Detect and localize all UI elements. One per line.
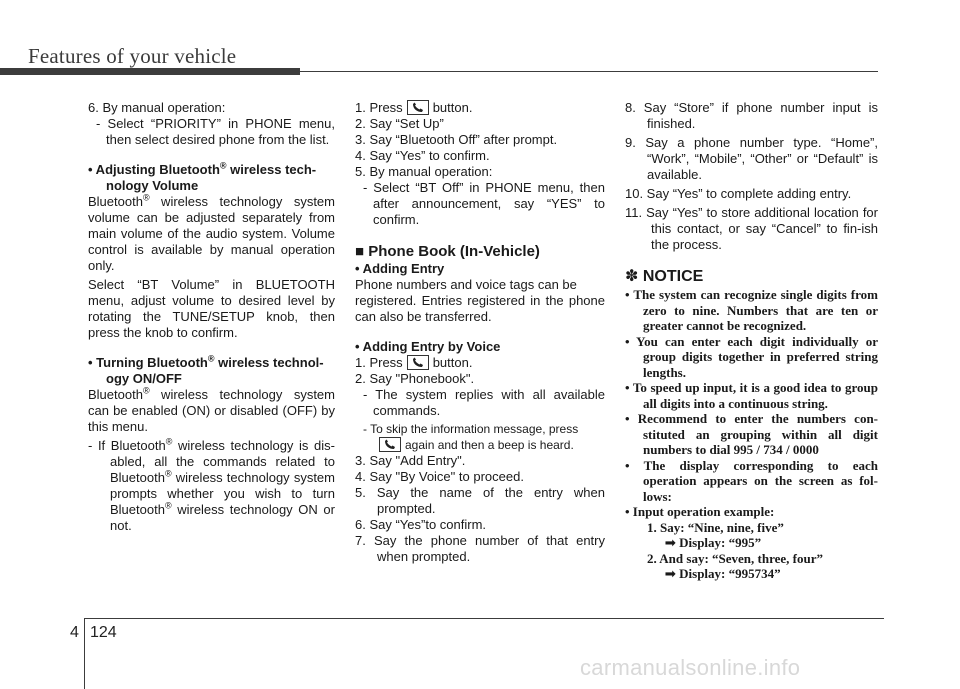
- voice-step-11: 11. Say “Yes” to store additional location for this contact, or say “Cancel” to fin-ish the process.: [625, 205, 878, 252]
- notice-item: • To speed up input, it is a good idea to group all digits into a continuous string.: [625, 380, 878, 411]
- voice-step-2: 2. Say "Phonebook".: [355, 371, 475, 386]
- voice-step-10: 10. Say “Yes” to complete adding entry.: [625, 186, 852, 201]
- volume-paragraph-1: Bluetooth® wireless technology system volume can be adjusted separately from main volume of the audio system. Volume control is available by manual operation only.: [88, 192, 335, 273]
- voice-step-2-sub2: - To skip the information message, press again and then a beep is heard.: [363, 422, 579, 452]
- voice-step-3: 3. Say "Add Entry".: [355, 453, 466, 468]
- column-2: [355, 100, 605, 565]
- adding-entry-p2: registered. Entries registered in the phone can also be transferred.: [355, 293, 605, 324]
- voice-step-8: 8. Say “Store” if phone number input is finished.: [625, 100, 878, 131]
- bt-off-step-4: 4. Say “Yes” to confirm.: [355, 148, 490, 163]
- voice-step-4: 4. Say "By Voice" to proceed.: [355, 469, 524, 484]
- notice-title: ✽ NOTICE: [625, 268, 704, 285]
- bt-off-step-2: 2. Say “Set Up”: [355, 116, 444, 131]
- phone-voice-icon: [407, 355, 429, 370]
- bt-off-step-5-sub: - Select “BT Off” in PHONE menu, then after announcement, say “YES” to confirm.: [363, 180, 605, 227]
- notice-list: [625, 287, 878, 582]
- header-rule: [300, 71, 878, 72]
- phone-voice-icon: [379, 437, 401, 452]
- bt-off-step-1: 1. Press button.: [355, 100, 473, 115]
- volume-paragraph-2: Select “BT Volume” in BLUETOOTH menu, adjust volume to desired level by rotating the TUNE/SETUP knob, then press the knob to confirm.: [88, 277, 335, 340]
- step-6-sub: - Select “PRIORITY” in PHONE menu, then select desired phone from the list.: [96, 116, 335, 147]
- step-6: 6. By manual operation:: [88, 100, 226, 115]
- notice-item: • Input operation example:: [625, 504, 775, 519]
- example-display-2: ➟ Display: “995734”: [665, 566, 781, 581]
- notice-item: • Recommend to enter the numbers con-stituted an grouping within all digit numbers to dial 995 / 734 / 0000: [625, 411, 878, 457]
- voice-step-2-sub: - The system replies with all available commands.: [363, 387, 605, 418]
- page-number: 124: [90, 624, 117, 641]
- adding-entry-p1: Phone numbers and voice tags can be: [355, 277, 577, 292]
- adding-entry-heading: • Adding Entry: [355, 261, 445, 276]
- phone-voice-icon: [407, 100, 429, 115]
- example-say-2: 2. And say: “Seven, three, four”: [647, 550, 823, 566]
- voice-step-6: 6. Say “Yes”to confirm.: [355, 517, 487, 532]
- footer-divider: [84, 618, 85, 689]
- example-say-1: 1. Say: “Nine, nine, five”: [647, 519, 784, 535]
- onoff-sub: - If Bluetooth® wireless technology is dis-abled, all the commands related to Bluetooth® wireless technology system prompts whether you wish to turn Bluetooth® wireless technology ON or not.: [88, 436, 335, 533]
- bt-off-step-5: 5. By manual operation:: [355, 164, 493, 179]
- bt-off-step-3: 3. Say “Bluetooth Off” after prompt.: [355, 132, 558, 147]
- chapter-number: 4: [70, 624, 79, 641]
- footer-rule: [84, 618, 884, 619]
- notice-item: • The system can recognize single digits from zero to nine. Numbers that are ten or greater cannot be recognized.: [625, 287, 878, 333]
- header-bar: [0, 68, 300, 75]
- voice-step-5: 5. Say the name of the entry when prompted.: [355, 485, 605, 516]
- notice-item: • The display corresponding to each operation appears on the screen as fol-lows:: [625, 457, 878, 504]
- volume-heading: • Adjusting Bluetooth® wireless tech-nology Volume: [88, 160, 317, 193]
- voice-step-7: 7. Say the phone number of that entry when prompted.: [355, 533, 605, 564]
- voice-step-9: 9. Say a phone number type. “Home”, “Work”, “Mobile”, “Other” or “Default” is available.: [625, 135, 878, 182]
- column-1: [88, 100, 335, 534]
- page-header-title: Features of your vehicle: [28, 44, 237, 68]
- column-3: [625, 100, 878, 582]
- example-display-1: ➟ Display: “995”: [665, 535, 762, 550]
- notice-item: • You can enter each digit individually or group digits together in preferred string lengths.: [625, 333, 878, 380]
- phone-book-section-title: ■ Phone Book (In-Vehicle): [355, 243, 540, 260]
- adding-by-voice-heading: • Adding Entry by Voice: [355, 339, 501, 354]
- voice-step-1: 1. Press button.: [355, 355, 473, 370]
- watermark: carmanualsonline.info: [580, 655, 801, 680]
- onoff-heading: • Turning Bluetooth® wireless technol-ogy ON/OFF: [88, 353, 324, 386]
- onoff-paragraph-1: Bluetooth® wireless technology system can be enabled (ON) or disabled (OFF) by this menu.: [88, 385, 335, 434]
